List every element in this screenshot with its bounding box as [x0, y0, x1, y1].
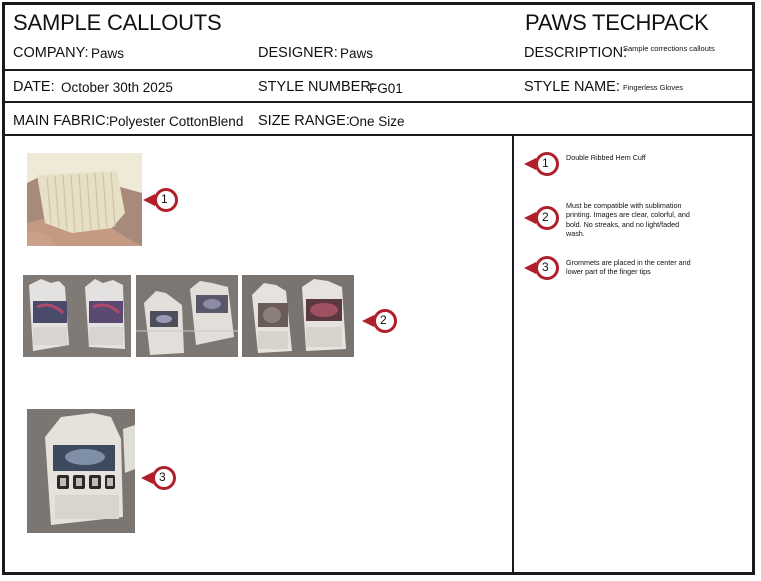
- glove-print-photo-2: [136, 275, 238, 357]
- callout-marker-1: [141, 187, 181, 213]
- note-text-1: Double Ribbed Hem Cuff: [566, 153, 646, 162]
- glove-print-photo-3: [242, 275, 354, 357]
- callout-marker-2: [360, 308, 400, 334]
- description-value: Sample corrections callouts: [623, 44, 715, 53]
- company-value: Paws: [91, 46, 125, 61]
- divider: [5, 134, 752, 136]
- callout-marker-3: [139, 465, 179, 491]
- note-marker-3: [522, 255, 562, 281]
- brand-title: PAWS TECHPACK: [525, 10, 709, 35]
- style-name-label: STYLE NAME:: [524, 79, 620, 95]
- note-number: 2: [542, 210, 549, 224]
- style-name-value: Fingerless Gloves: [623, 83, 684, 92]
- size-range-value: One Size: [349, 114, 405, 129]
- cuff-photo: [27, 153, 142, 246]
- divider: [5, 69, 752, 71]
- main-fabric-value: Polyester CottonBlend: [109, 114, 244, 129]
- designer-label: DESIGNER:: [258, 45, 338, 61]
- description-label: DESCRIPTION:: [524, 45, 628, 61]
- date-label: DATE:: [13, 79, 55, 95]
- divider: [5, 101, 752, 103]
- style-number-label: STYLE NUMBER:: [258, 79, 375, 95]
- note-number: 1: [542, 156, 549, 170]
- main-fabric-label: MAIN FABRIC:: [13, 113, 110, 129]
- style-number-value: FG01: [369, 81, 403, 96]
- note-number: 3: [542, 260, 549, 274]
- date-value: October 30th 2025: [61, 80, 173, 95]
- grommet-glove-photo: [27, 409, 135, 533]
- note-marker-1: [522, 151, 562, 177]
- callout-number: 2: [380, 313, 387, 327]
- callout-number: 1: [161, 192, 168, 206]
- page-title: SAMPLE CALLOUTS: [13, 10, 222, 35]
- note-text-2: Must be compatible with sublimation printing. Images are clear, colorful, and bold. No streaks, and no light/faded wash.: [566, 201, 690, 239]
- company-label: COMPANY:: [13, 45, 89, 61]
- techpack-sheet: [2, 2, 755, 575]
- note-text-3: Grommets are placed in the center and lower part of the finger tips: [566, 258, 691, 277]
- designer-value: Paws: [340, 46, 374, 61]
- note-marker-2: [522, 205, 562, 231]
- size-range-label: SIZE RANGE:: [258, 113, 350, 129]
- column-divider: [512, 136, 514, 572]
- glove-print-photo-1: [23, 275, 131, 357]
- callout-number: 3: [159, 470, 166, 484]
